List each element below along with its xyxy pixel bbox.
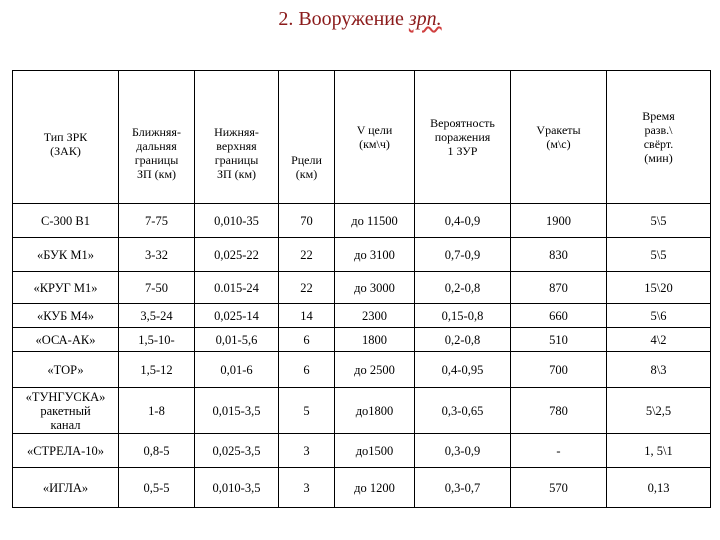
header-cell-type: Тип ЗРК (ЗАК) — [13, 71, 119, 204]
table-row — [13, 238, 711, 272]
table-cell: 3,5-24 — [119, 304, 195, 328]
air-defense-table — [12, 70, 711, 508]
table-cell: 510 — [511, 328, 607, 352]
table-cell: 1800 — [335, 328, 415, 352]
table-cell: 0,3-0,9 — [415, 434, 511, 468]
table-cell-system-name: «СТРЕЛА-10» — [13, 434, 119, 468]
table-cell: 0,025-22 — [195, 238, 279, 272]
table-cell-system-name: «ОСА-АК» — [13, 328, 119, 352]
table-cell: 7-50 — [119, 272, 195, 304]
table-cell: 7-75 — [119, 204, 195, 238]
table-cell: 0,8-5 — [119, 434, 195, 468]
table-cell: 1-8 — [119, 388, 195, 434]
table-body — [13, 204, 711, 508]
table-cell: 22 — [279, 272, 335, 304]
table-cell-system-name: «ТОР» — [13, 352, 119, 388]
table-row — [13, 328, 711, 352]
table-cell: 0.015-24 — [195, 272, 279, 304]
table-cell: 0,010-35 — [195, 204, 279, 238]
table-cell: 0,025-3,5 — [195, 434, 279, 468]
header-cell-param: Рцели (км) — [279, 71, 335, 204]
table-cell: 0,4-0,9 — [415, 204, 511, 238]
table-cell: 3 — [279, 434, 335, 468]
table-cell: до1500 — [335, 434, 415, 468]
table-cell: 5\5 — [607, 238, 711, 272]
table-cell: 6 — [279, 352, 335, 388]
table-cell: 70 — [279, 204, 335, 238]
title-main: 2. Вооружение — [278, 8, 409, 30]
table-cell: 22 — [279, 238, 335, 272]
table-cell: 0,015-3,5 — [195, 388, 279, 434]
page-title — [0, 8, 720, 31]
table-cell: 660 — [511, 304, 607, 328]
table-cell: 1, 5\1 — [607, 434, 711, 468]
header-cell-missile-speed: Vракеты (м\с) — [511, 71, 607, 204]
table-cell-system-name: «ИГЛА» — [13, 468, 119, 508]
table-cell: 570 — [511, 468, 607, 508]
table-row — [13, 468, 711, 508]
table-cell: 0,01-6 — [195, 352, 279, 388]
header-cell-target-speed: V цели (км\ч) — [335, 71, 415, 204]
table-cell: до 1200 — [335, 468, 415, 508]
table-cell: 3-32 — [119, 238, 195, 272]
table-cell: 1900 — [511, 204, 607, 238]
table-cell: 0,4-0,95 — [415, 352, 511, 388]
table-cell: 2300 — [335, 304, 415, 328]
header-row — [13, 71, 711, 204]
table-cell: 5\2,5 — [607, 388, 711, 434]
table-cell: 1,5-12 — [119, 352, 195, 388]
title-emphasis: зрп. — [408, 8, 442, 30]
table-cell: 5 — [279, 388, 335, 434]
header-cell-probability: Вероятность поражения 1 ЗУР — [415, 71, 511, 204]
table-cell: до 3100 — [335, 238, 415, 272]
table-cell: - — [511, 434, 607, 468]
table-row — [13, 272, 711, 304]
table-cell: 700 — [511, 352, 607, 388]
table-cell: 4\2 — [607, 328, 711, 352]
table-cell: 0,010-3,5 — [195, 468, 279, 508]
table-cell-system-name: «КРУГ М1» — [13, 272, 119, 304]
table-cell-system-name: «КУБ М4» — [13, 304, 119, 328]
table-cell: 1,5-10- — [119, 328, 195, 352]
table-cell: 8\3 — [607, 352, 711, 388]
table-cell-system-name: «БУК М1» — [13, 238, 119, 272]
header-cell-altitude: Нижняя- верхняя границы ЗП (км) — [195, 71, 279, 204]
table-cell: до 2500 — [335, 352, 415, 388]
table-cell: 0,3-0,7 — [415, 468, 511, 508]
table-row — [13, 434, 711, 468]
table-cell-system-name: С-300 В1 — [13, 204, 119, 238]
table-cell: до1800 — [335, 388, 415, 434]
table-header — [13, 71, 711, 204]
table-cell: 3 — [279, 468, 335, 508]
table-cell: 780 — [511, 388, 607, 434]
table-cell: 0,025-14 — [195, 304, 279, 328]
table-cell: 0,2-0,8 — [415, 272, 511, 304]
table-cell: 0,01-5,6 — [195, 328, 279, 352]
header-cell-deploy-time: Время разв.\ свёрт. (мин) — [607, 71, 711, 204]
table-cell: до 3000 — [335, 272, 415, 304]
table-cell: 14 — [279, 304, 335, 328]
table-cell: 0,15-0,8 — [415, 304, 511, 328]
table-row — [13, 388, 711, 434]
table-cell: 5\5 — [607, 204, 711, 238]
table-cell: 830 — [511, 238, 607, 272]
table-cell: 6 — [279, 328, 335, 352]
header-cell-range: Ближняя- дальняя границы ЗП (км) — [119, 71, 195, 204]
table-cell: до 11500 — [335, 204, 415, 238]
table-cell: 0,7-0,9 — [415, 238, 511, 272]
table-cell: 0,3-0,65 — [415, 388, 511, 434]
table-row — [13, 352, 711, 388]
table-row — [13, 304, 711, 328]
table-cell: 5\6 — [607, 304, 711, 328]
table-cell-system-name: «ТУНГУСКА» ракетный канал — [13, 388, 119, 434]
table-cell: 0,5-5 — [119, 468, 195, 508]
table-cell: 870 — [511, 272, 607, 304]
table-cell: 0,13 — [607, 468, 711, 508]
table-row — [13, 204, 711, 238]
table-cell: 0,2-0,8 — [415, 328, 511, 352]
table-cell: 15\20 — [607, 272, 711, 304]
